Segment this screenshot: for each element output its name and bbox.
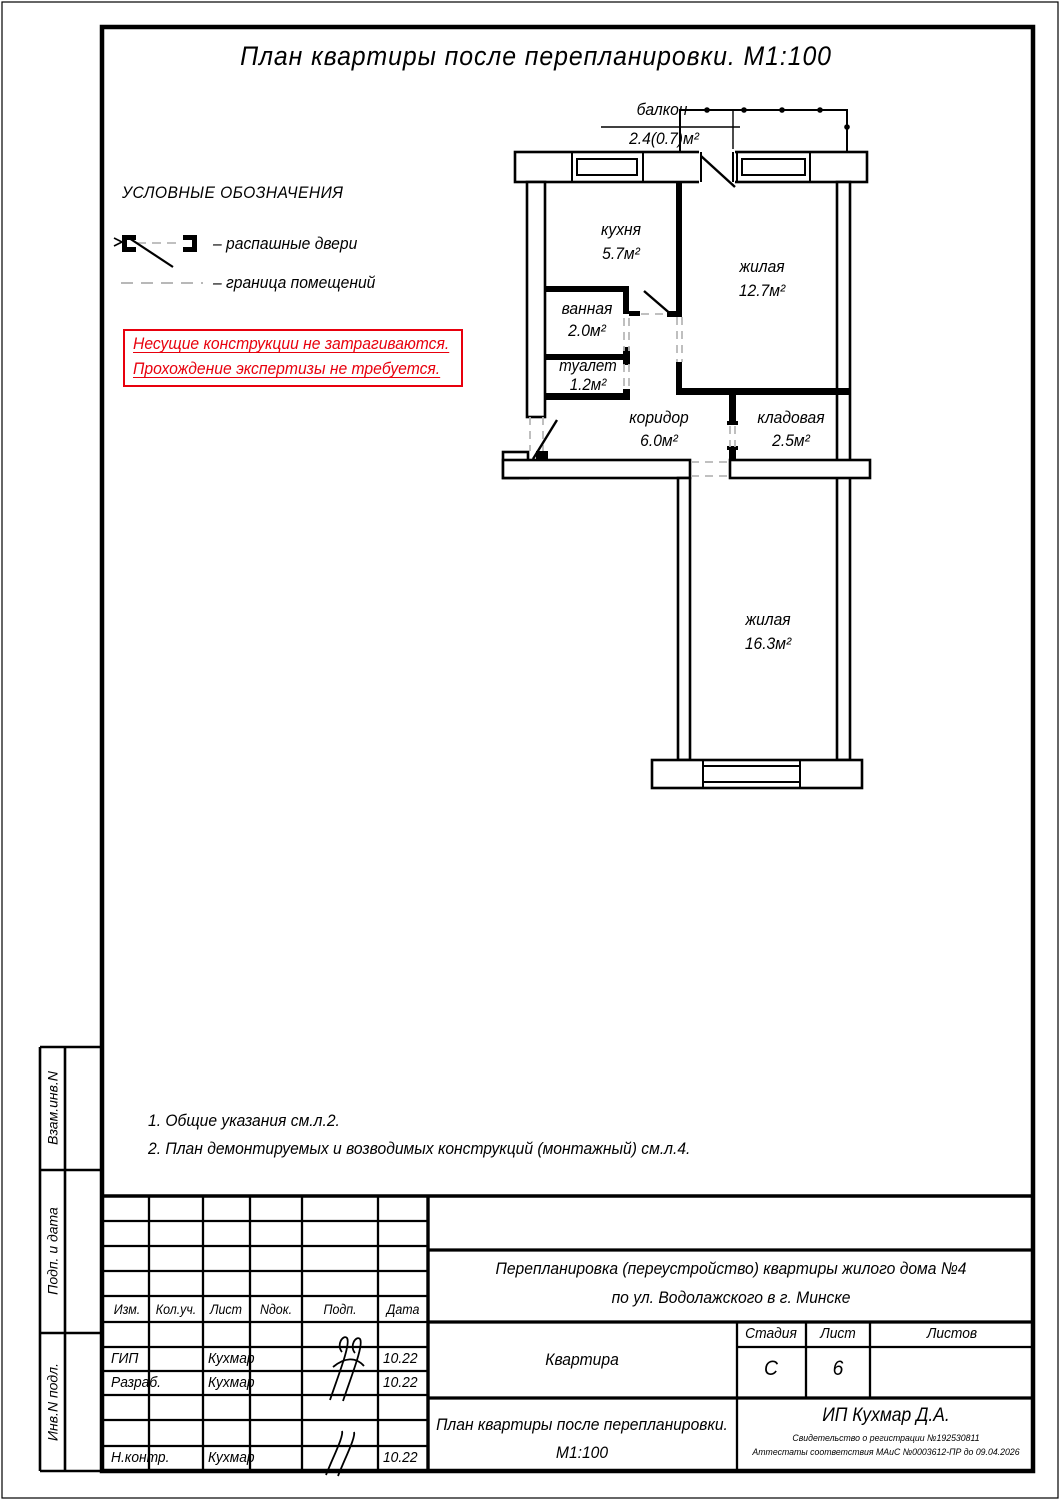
stamp-date-razrab: 10.22: [383, 1374, 418, 1391]
warning-line-2: Прохождение экспертизы не требуется.: [133, 360, 441, 378]
stamp-col-podp: Подп.: [323, 1302, 357, 1317]
signature-marks: [326, 1337, 364, 1476]
warning-line-1: Несущие конструкции не затрагиваются.: [133, 335, 450, 353]
room-name: жилая: [745, 610, 791, 629]
room-label-corridor: [629, 406, 689, 452]
sheets-label: Листов: [926, 1325, 978, 1342]
drawing-title-line-2: М1:100: [555, 1443, 609, 1462]
stamp-date-nkontr: 10.22: [383, 1449, 418, 1466]
stamp-role-razrab: Разраб.: [111, 1374, 161, 1391]
room-name: ванная: [561, 299, 613, 318]
legend-door-symbol: [114, 235, 197, 267]
room-area: 1.2м²: [569, 376, 607, 394]
stamp-name-gip: Кухмар: [208, 1350, 255, 1367]
stamp-col-koluch: Кол.уч.: [155, 1302, 197, 1317]
room-area: 5.7м²: [602, 244, 640, 263]
room-area: 12.7м²: [738, 281, 786, 300]
project-name-line-1: Перепланировка (переустройство) квартиры жилого дома №4: [495, 1259, 967, 1278]
side-label-inv: Инв.N подл.: [44, 1363, 61, 1441]
note-1: 1. Общие указания см.л.2.: [148, 1111, 340, 1130]
object-name: Квартира: [545, 1350, 619, 1369]
sheet-value: 6: [832, 1357, 844, 1380]
room-area: 2.5м²: [772, 431, 810, 450]
room-name: жилая: [739, 257, 785, 276]
stamp-name-razrab: Кухмар: [208, 1374, 255, 1391]
stamp-col-data: Дата: [386, 1302, 420, 1317]
room-name: туалет: [559, 357, 617, 375]
room-name: кухня: [601, 220, 641, 239]
legend-item-room-boundary: – граница помещений: [213, 273, 376, 292]
room-label-living-2: [745, 608, 791, 656]
sheet-title: План квартиры после перепланировки. М1:100: [240, 41, 832, 71]
stamp-date-gip: 10.22: [383, 1350, 418, 1367]
stamp-name-nkontr: Кухмар: [208, 1449, 255, 1466]
stage-value: С: [764, 1357, 778, 1380]
legend-item-swing-doors: – распашные двери: [213, 234, 358, 253]
room-label-balcony-area: 2.4(0.7)м²: [629, 129, 699, 148]
room-name: коридор: [629, 408, 689, 427]
balcony-door-opening: [699, 149, 735, 185]
room-label-bathroom: [562, 298, 613, 342]
room-label-living-1: [739, 255, 785, 303]
room-area: 16.3м²: [744, 634, 792, 653]
company-cert-1: Свидетельство о регистрации №192530811: [792, 1433, 980, 1444]
room-label-kitchen: [601, 218, 641, 266]
stamp-role-nkontr: Н.контр.: [111, 1449, 170, 1466]
note-2: 2. План демонтируемых и возводимых конструкций (монтажный) см.л.4.: [148, 1139, 691, 1158]
stamp-role-gip: ГИП: [111, 1350, 139, 1367]
drawing-title-line-1: План квартиры после перепланировки.: [436, 1415, 728, 1434]
side-label-podp-data: Подп. и дата: [44, 1207, 61, 1295]
room-area: 6.0м²: [640, 431, 678, 450]
company-name: ИП Кухмар Д.А.: [822, 1405, 950, 1426]
stamp-col-list: Лист: [210, 1302, 242, 1317]
stamp-col-izm: Изм.: [113, 1302, 141, 1317]
room-label-balcony-name: балкон: [636, 100, 688, 119]
stage-label: Стадия: [745, 1325, 797, 1342]
stamp-col-ndok: Nдок.: [259, 1302, 293, 1317]
room-area: 2.0м²: [568, 321, 606, 340]
warning-box: [123, 329, 463, 387]
side-label-vzam: Взам.инв.N: [44, 1071, 61, 1145]
company-cert-2: Аттестаты соответствия МАиС №0003612-ПР до 09.04.2026: [752, 1447, 1020, 1458]
sheet-label: Лист: [820, 1325, 856, 1342]
room-name: кладовая: [757, 408, 825, 427]
exterior-walls: [503, 152, 870, 788]
room-label-storage: [757, 406, 824, 452]
room-label-toilet: [559, 357, 617, 395]
project-name-line-2: по ул. Водолажского в г. Минске: [611, 1288, 851, 1307]
legend-heading: УСЛОВНЫЕ ОБОЗНАЧЕНИЯ: [122, 183, 344, 202]
